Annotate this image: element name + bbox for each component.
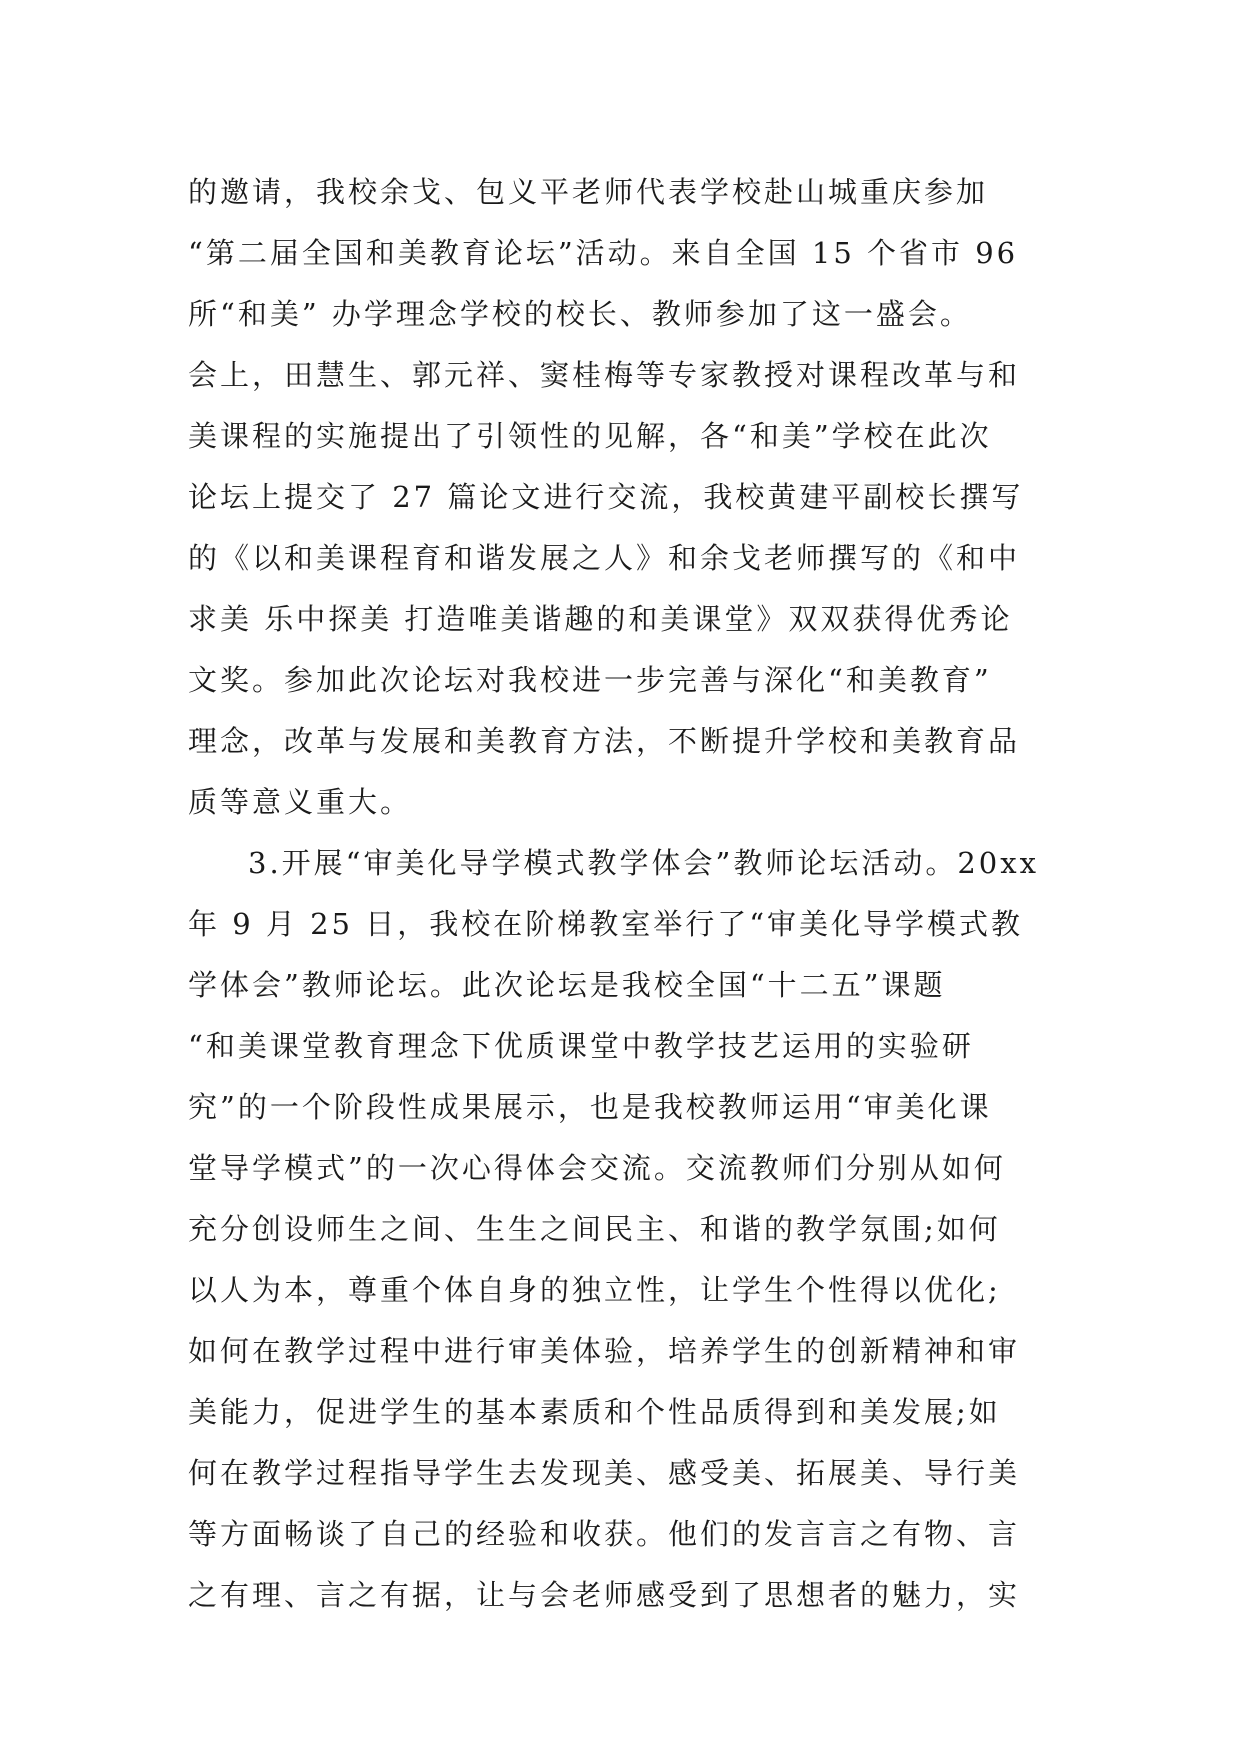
text-line: 会上，田慧生、郭元祥、窦桂梅等专家教授对课程改革与和 xyxy=(188,358,1021,392)
text-line: 年 9 月 25 日，我校在阶梯教室举行了“审美化导学模式教 xyxy=(188,907,1024,941)
text-line: 等方面畅谈了自己的经验和收获。他们的发言言之有物、言 xyxy=(188,1517,1021,1551)
text-line: 美课程的实施提出了引领性的见解，各“和美”学校在此次 xyxy=(188,419,992,453)
text-line: 之有理、言之有据，让与会老师感受到了思想者的魅力，实 xyxy=(188,1578,1021,1612)
text-line: 文奖。参加此次论坛对我校进一步完善与深化“和美教育” xyxy=(188,663,992,697)
text-line: 美能力，促进学生的基本素质和个性品质得到和美发展;如 xyxy=(188,1395,1001,1429)
text-line: 质等意义重大。 xyxy=(188,785,413,819)
text-line: 如何在教学过程中进行审美体验，培养学生的创新精神和审 xyxy=(188,1334,1021,1368)
text-line: 论坛上提交了 27 篇论文进行交流，我校黄建平副校长撰写 xyxy=(188,480,1024,514)
text-line: “和美课堂教育理念下优质课堂中教学技艺运用的实验研 xyxy=(188,1029,974,1063)
text-line: 以人为本，尊重个体自身的独立性，让学生个性得以优化; xyxy=(188,1273,1001,1307)
text-line: 理念，改革与发展和美教育方法，不断提升学校和美教育品 xyxy=(188,724,1021,758)
text-line: 的邀请，我校余戈、包义平老师代表学校赴山城重庆参加 xyxy=(188,175,989,209)
paragraph-1 xyxy=(188,162,1078,833)
text-line: 何在教学过程指导学生去发现美、感受美、拓展美、导行美 xyxy=(188,1456,1021,1490)
text-line: 求美 乐中探美 打造唯美谐趣的和美课堂》双双获得优秀论 xyxy=(188,602,1013,636)
text-line: 充分创设师生之间、生生之间民主、和谐的教学氛围;如何 xyxy=(188,1212,1001,1246)
text-line: 堂导学模式”的一次心得体会交流。交流教师们分别从如何 xyxy=(188,1151,1006,1185)
text-line: 3.开展“审美化导学模式教学体会”教师论坛活动。20xx xyxy=(248,846,1039,880)
text-line: 的《以和美课程育和谐发展之人》和余戈老师撰写的《和中 xyxy=(188,541,1021,575)
body-text xyxy=(188,162,1078,1626)
text-line: “第二届全国和美教育论坛”活动。来自全国 15 个省市 96 xyxy=(188,236,1019,270)
text-line: 究”的一个阶段性成果展示，也是我校教师运用“审美化课 xyxy=(188,1090,992,1124)
text-line: 学体会”教师论坛。此次论坛是我校全国“十二五”课题 xyxy=(188,968,946,1002)
paragraph-2 xyxy=(188,833,1078,1626)
text-line: 所“和美” 办学理念学校的校长、教师参加了这一盛会。 xyxy=(188,297,972,331)
